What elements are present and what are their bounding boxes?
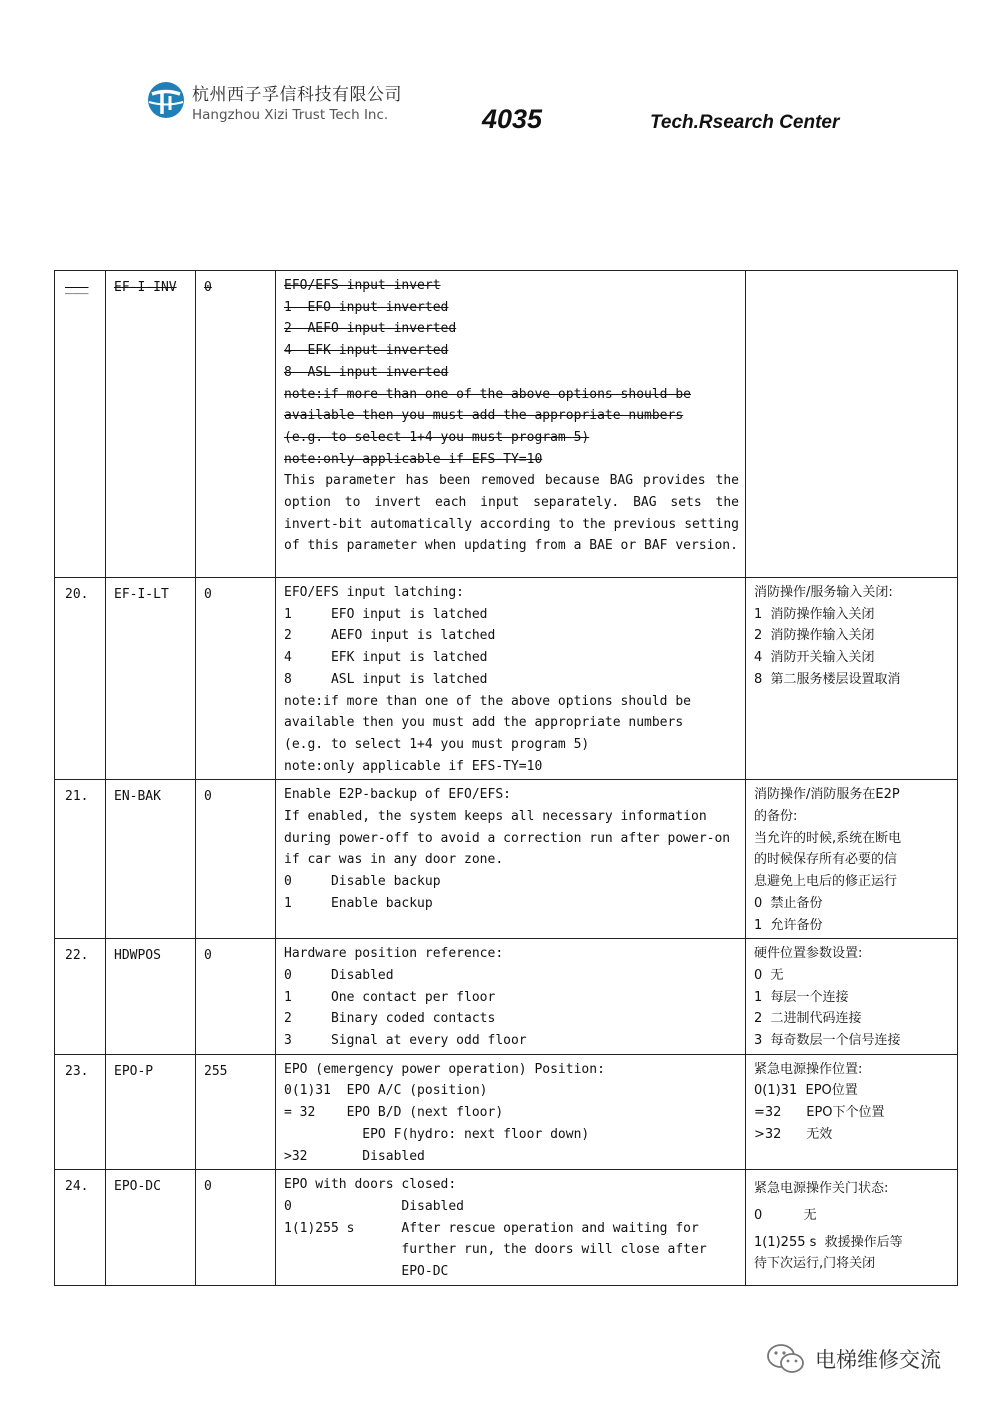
param-name: EF-I-INV [106,271,196,578]
text-line: 0 无 [754,1208,817,1224]
document-number: 4035 [482,104,543,134]
text-line: 0 Disable backup [284,874,441,890]
text-line: 1 允许备份 [754,917,823,933]
text-line: 0 禁止备份 [754,895,823,911]
struck-text-line: 4 EFK input inverted [284,343,449,359]
struck-text-line: available then you must add the appropriate numbers [284,408,684,424]
param-description-cn [746,1170,958,1286]
param-description-en [276,1054,746,1170]
text-line: Enable E2P-backup of EFO/EFS: [284,787,511,803]
text-line: 0 Disabled [284,967,394,983]
text-line: 1 One contact per floor [284,989,496,1005]
struck-text-line: 2 AEFO input inverted [284,321,457,337]
param-description-cn [746,780,958,939]
param-description-cn [746,271,958,578]
param-name: HDWPOS [106,939,196,1055]
text-line: 硬件位置参数设置: [754,946,863,962]
param-name: EPO-DC [106,1170,196,1286]
param-description-cn [746,578,958,780]
text-line: 4 EFK input is latched [284,650,488,666]
company-name [192,80,402,123]
company-name-cn: 杭州西子孚信科技有限公司 [192,85,402,105]
text-line: 待下次运行,门将关闭 [754,1256,876,1272]
param-number: 21. [55,780,106,939]
text-line: 的时候保存所有必要的信 [754,852,898,868]
text-line: 1 EFO input is latched [284,606,488,622]
text-line: 8 第二服务楼层设置取消 [754,671,901,687]
text-line: 2 二进制代码连接 [754,1011,862,1027]
text-line: 1(1)255 s 救援操作后等 [754,1235,903,1251]
watermark-text: 电梯维修交流 [815,1348,941,1372]
param-description-cn [746,939,958,1055]
text-line: note:only applicable if EFS-TY=10 [284,758,543,774]
param-default: 0 [196,1170,276,1286]
text-line: 4 消防开关输入关闭 [754,650,875,666]
param-description-en [276,780,746,939]
param-description-en [276,271,746,578]
text-line: available then you must add the appropriate numbers [284,715,684,731]
research-center-label: Tech.Rsearch Center [650,112,840,133]
param-description-cn [746,1054,958,1170]
text-line: 2 AEFO input is latched [284,628,496,644]
text-line: 3 Signal at every odd floor [284,1033,527,1049]
text-line: 1 每层一个连接 [754,989,849,1005]
param-description-en [276,1170,746,1286]
struck-text-line: note:if more than one of the above options should be [284,386,691,402]
struck-text-line: EFO/EFS input invert [284,278,441,293]
table-row [55,271,958,578]
table-row [55,1170,958,1286]
struck-text-line: (e.g. to select 1+4 you must program 5) [284,429,590,445]
watermark [765,1342,941,1376]
param-name: EN-BAK [106,780,196,939]
param-number: 22. [55,939,106,1055]
company-logo-icon [146,80,186,120]
text-line: 0(1)31 EPO位置 [754,1083,858,1099]
param-name: EF-I-LT [106,578,196,780]
text-line: (e.g. to select 1+4 you must program 5) [284,736,590,752]
text-line: 1 消防操作输入关闭 [754,606,875,622]
param-number: ___ [55,271,106,578]
text-line: EPO with doors closed: [284,1177,457,1193]
removal-note: This parameter has been removed because BAG provides the option to invert each input separately. BAG sets the invert-bit automatically according to the previous setting of this parameter when updating from a BAE or BAF version. [284,473,739,554]
param-default: 255 [196,1054,276,1170]
text-line: =32 EPO下个位置 [754,1105,885,1121]
struck-text-line: note:only applicable if EFS-TY=10 [284,451,543,467]
text-line: 息避免上电后的修正运行 [754,874,898,890]
parameter-table [54,270,958,1286]
text-line: if car was in any door zone. [284,852,504,868]
text-line: during power-off to avoid a correction run after power-on [284,830,731,846]
text-line: 紧急电源操作位置: [754,1061,863,1077]
table-row [55,939,958,1055]
param-number: 23. [55,1054,106,1170]
text-line: 2 Binary coded contacts [284,1011,496,1027]
text-line: >32 Disabled [284,1148,425,1164]
param-description-en [276,578,746,780]
text-line: 1(1)255 s After rescue operation and waiting for [284,1220,699,1236]
param-name: EPO-P [106,1054,196,1170]
text-line: 8 ASL input is latched [284,671,488,687]
param-description-en [276,939,746,1055]
param-default: 0 [196,780,276,939]
text-line: 的备份: [754,809,798,825]
text-line: EPO (emergency power operation) Position: [284,1061,605,1077]
text-line: EPO-DC [284,1264,449,1280]
struck-text-line: 8 ASL input inverted [284,364,449,380]
text-line: 紧急电源操作关门状态: [754,1181,889,1197]
text-line: 1 Enable backup [284,895,433,911]
param-number: 24. [55,1170,106,1286]
struck-text-line: 1 EFO input inverted [284,299,449,315]
text-line: further run, the doors will close after [284,1242,707,1258]
text-line: 2 消防操作输入关闭 [754,628,875,644]
text-line: EFO/EFS input latching: [284,585,465,600]
wechat-icon [765,1342,807,1376]
text-line: 0 Disabled [284,1198,465,1214]
text-line: Hardware position reference: [284,946,504,962]
param-default: 0 [196,939,276,1055]
param-default: 0 [196,578,276,780]
company-name-en: Hangzhou Xizi Trust Tech Inc. [192,107,389,123]
text-line: 消防操作/消防服务在E2P [754,787,900,803]
table-row [55,578,958,780]
table-row [55,780,958,939]
text-line: If enabled, the system keeps all necessary information [284,809,707,825]
text-line: 0 无 [754,967,784,983]
table-row [55,1054,958,1170]
text-line: EPO F(hydro: next floor down) [284,1126,590,1142]
text-line: >32 无效 [754,1126,833,1142]
param-number: 20. [55,578,106,780]
text-line: = 32 EPO B/D (next floor) [284,1105,504,1121]
param-default: 0 [196,271,276,578]
text-line: 当允许的时候,系统在断电 [754,830,902,846]
text-line: 0(1)31 EPO A/C (position) [284,1083,488,1099]
text-line: 3 每奇数层一个信号连接 [754,1033,901,1049]
text-line: note:if more than one of the above options should be [284,693,691,709]
text-line: 消防操作/服务输入关闭: [754,585,893,600]
